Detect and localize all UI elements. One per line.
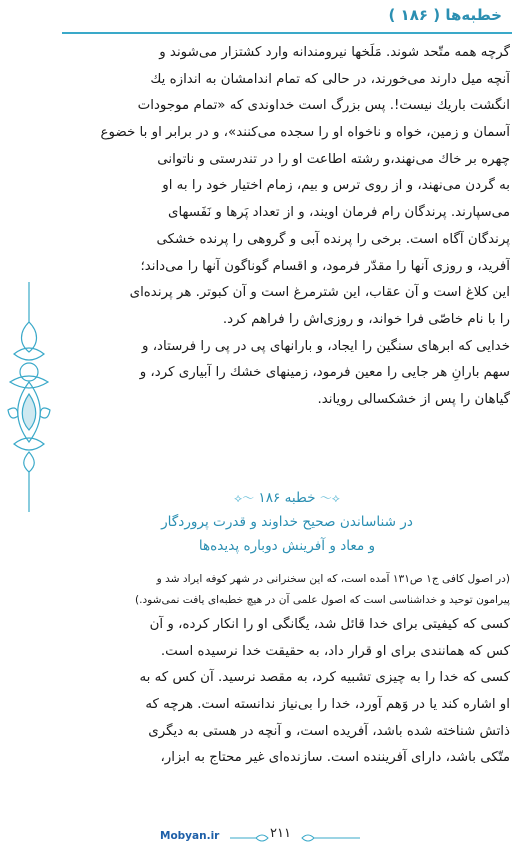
text-line: کس که همانندی برای او قرار داد، به حقیقت خدا نرسیده است. [160, 643, 510, 659]
page-header [62, 0, 512, 34]
text-line: می‌سپارند. پرندگان رام فرمان اویند، و از تعداد پَرها و نَفَسهای [168, 205, 510, 221]
body-text-block-1 [64, 40, 510, 414]
header-title: خطبه‌ها ( ۱۸۶ ) [388, 6, 502, 24]
text-line: متّکی باشد، دارای آفریننده است. سازنده‌ای غیر محتاج به ابزار، [160, 750, 510, 766]
text-line: سهم بارانِ هر جایی را معین فرمود، زمینهای خشك را آبیاری کرد، و [139, 365, 510, 381]
text-line: را با نام خاصّی فرا خواند، و روزی‌اش را فراهم کرد. [222, 311, 510, 327]
site-name: Mobyan.ir [160, 830, 220, 842]
sermon-heading [64, 486, 510, 558]
sermon-title-line-2: و معاد و آفرینش دوباره پدیده‌ها [198, 538, 376, 554]
leaf-flourish-icon: ～⟡ [234, 491, 255, 505]
page-footer [160, 826, 420, 850]
arabesque-ornament-icon [4, 282, 54, 512]
source-note-line: پیرامون توحید و خداشناسی است که اصول علمی آن در هیچ خطبه‌ای یافت نمی‌شود.) [134, 594, 510, 606]
text-line: گرچه همه متّحد شوند. مَلَخها نیرومندانه وارد کشتزار می‌شوند و [159, 45, 510, 60]
text-line: پرندگان آگاه است. برخی را پرنده آبی و گروهی را پرنده خشکی [156, 231, 510, 247]
body-text-block-2 [64, 612, 510, 772]
text-line: به گردن می‌نهند، و از روی ترس و بیم، زمام اختیار خود را به او [162, 178, 510, 194]
leaf-flourish-icon: ⟡～ [319, 491, 340, 505]
text-line: آسمان و زمین، خواه و ناخواه او را سجده می‌کنند»، و در برابر او با خضوع [100, 125, 510, 141]
text-line: انگشت باریك نیست!. پس بزرگ است خداوندی که «تمام موجودات [137, 98, 510, 114]
text-line: کسی که خدا را به چیزی تشبیه کرد، به مقصد نرسید. آن کس که به [139, 670, 510, 686]
source-note [64, 569, 510, 611]
text-line: چهره بر خاك می‌نهند،و رشته اطاعت او را در تندرستی و ناتوانی [157, 151, 510, 167]
source-note-line: (در اصول کافی ج۱ ص۱۳۱ آمده است، که این سخنرانی در شهر کوفه ایراد شد و [156, 573, 510, 585]
text-line: او اشاره کند یا در وَهم آورد، خدا را بی‌نیاز ندانسته است. هرچه که [145, 697, 510, 713]
sermon-title-line-1: در شناساندن صحیح خداوند و قدرت پروردگار [161, 514, 413, 530]
page-number: ۲۱۱ [270, 826, 291, 841]
text-line: آفرید، و روزی آنها را مقدّر فرمود، و اقسام گوناگون آنها را می‌داند؛ [140, 258, 510, 274]
text-line: ذاتش شناخته شده باشد، آفریده است، و آنچه در هستی به دیگری [148, 723, 510, 739]
sermon-label: خطبه ۱۸۶ [258, 490, 316, 506]
text-line: این کلاغ است و آن عقاب، این شترمرغ است و آن کبوتر. هر پرنده‌ای [129, 285, 510, 301]
text-line: گیاهان را پس از خشکسالی رویاند. [317, 391, 510, 407]
text-line: کسی که کیفیتی برای خدا قائل شد، یگانگی او را انکار کرده، و آن [149, 617, 510, 632]
leaf-flourish-icon [300, 832, 360, 844]
leaf-flourish-icon [230, 832, 270, 844]
text-line: خدایی که ابرهای سنگین را ایجاد، و بارانهای پی در پی را فرستاد، و [142, 338, 510, 354]
text-line: آنچه میل دارند می‌خورند، در حالی که تمام اندامشان به اندازه یك [150, 71, 510, 87]
